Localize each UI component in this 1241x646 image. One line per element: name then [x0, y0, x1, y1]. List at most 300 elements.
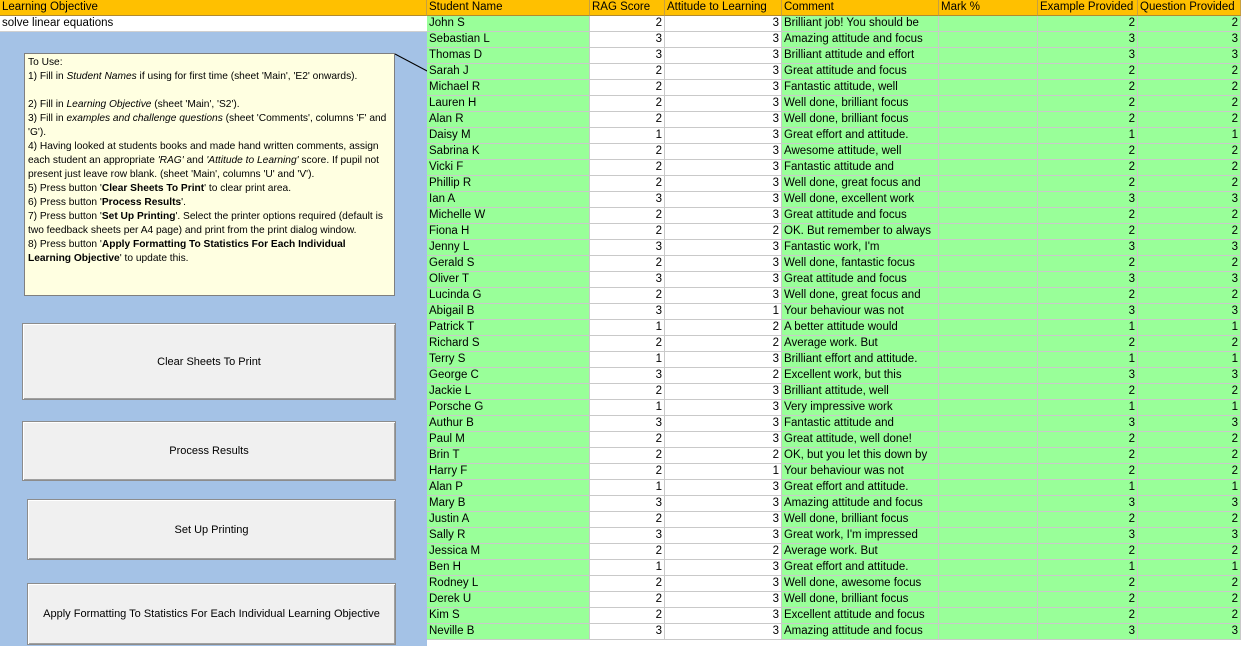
attitude-cell[interactable]: 3: [665, 32, 782, 48]
student-name-cell[interactable]: Paul M: [427, 432, 590, 448]
rag-score-cell[interactable]: 3: [590, 240, 665, 256]
table-row: [427, 256, 1241, 272]
question-provided-cell[interactable]: 2: [1138, 112, 1241, 128]
attitude-cell[interactable]: 3: [665, 16, 782, 32]
question-provided-cell[interactable]: 2: [1138, 464, 1241, 480]
student-name-cell[interactable]: Jenny L: [427, 240, 590, 256]
question-provided-cell[interactable]: 2: [1138, 80, 1241, 96]
student-name-cell[interactable]: Rodney L: [427, 576, 590, 592]
student-name-cell[interactable]: Porsche G: [427, 400, 590, 416]
rag-score-cell[interactable]: 2: [590, 544, 665, 560]
mark-cell[interactable]: [939, 576, 1038, 592]
comment-cell[interactable]: Amazing attitude and focus: [782, 624, 939, 640]
rag-score-cell[interactable]: 2: [590, 224, 665, 240]
clear-sheets-button[interactable]: Clear Sheets To Print: [22, 323, 396, 400]
question-provided-cell[interactable]: 2: [1138, 16, 1241, 32]
header-example-provided[interactable]: Example Provided: [1038, 0, 1138, 16]
table-row: [427, 592, 1241, 608]
header-attitude[interactable]: Attitude to Learning: [665, 0, 782, 16]
attitude-cell[interactable]: 3: [665, 240, 782, 256]
question-provided-cell[interactable]: 1: [1138, 480, 1241, 496]
example-provided-cell[interactable]: 2: [1038, 96, 1138, 112]
rag-score-cell[interactable]: 3: [590, 48, 665, 64]
example-provided-cell[interactable]: 3: [1038, 368, 1138, 384]
student-name-cell[interactable]: Ben H: [427, 560, 590, 576]
question-provided-cell[interactable]: 3: [1138, 416, 1241, 432]
attitude-cell[interactable]: 2: [665, 544, 782, 560]
mark-cell[interactable]: [939, 624, 1038, 640]
student-name-cell[interactable]: Lauren H: [427, 96, 590, 112]
student-name-cell[interactable]: Vicki F: [427, 160, 590, 176]
student-name-cell[interactable]: Sarah J: [427, 64, 590, 80]
example-provided-cell[interactable]: 1: [1038, 400, 1138, 416]
example-provided-cell[interactable]: 2: [1038, 208, 1138, 224]
student-name-cell[interactable]: Phillip R: [427, 176, 590, 192]
table-row: [427, 208, 1241, 224]
header-student-name[interactable]: Student Name: [427, 0, 590, 16]
instruction-step-3: 3) Fill in examples and challenge questions (sheet 'Comments', columns 'F' and 'G').: [28, 113, 387, 138]
student-name-cell[interactable]: Jackie L: [427, 384, 590, 400]
example-provided-cell[interactable]: 3: [1038, 528, 1138, 544]
instruction-step-6: 6) Press button 'Process Results'.: [28, 197, 186, 208]
student-name-cell[interactable]: Alan R: [427, 112, 590, 128]
attitude-cell[interactable]: 3: [665, 64, 782, 80]
attitude-cell[interactable]: 3: [665, 592, 782, 608]
question-provided-cell[interactable]: 2: [1138, 288, 1241, 304]
attitude-cell[interactable]: 3: [665, 432, 782, 448]
student-name-cell[interactable]: Lucinda G: [427, 288, 590, 304]
mark-cell[interactable]: [939, 304, 1038, 320]
table-row: [427, 384, 1241, 400]
mark-cell[interactable]: [939, 208, 1038, 224]
rag-score-cell[interactable]: 2: [590, 256, 665, 272]
rag-score-cell[interactable]: 2: [590, 64, 665, 80]
mark-cell[interactable]: [939, 416, 1038, 432]
example-provided-cell[interactable]: 2: [1038, 64, 1138, 80]
attitude-cell[interactable]: 3: [665, 208, 782, 224]
attitude-cell[interactable]: 3: [665, 560, 782, 576]
comment-cell[interactable]: Well done, great focus and: [782, 176, 939, 192]
rag-score-cell[interactable]: 2: [590, 592, 665, 608]
example-provided-cell[interactable]: 3: [1038, 48, 1138, 64]
mark-cell[interactable]: [939, 592, 1038, 608]
comment-cell[interactable]: Average work. But: [782, 544, 939, 560]
example-provided-cell[interactable]: 1: [1038, 320, 1138, 336]
student-name-cell[interactable]: Neville B: [427, 624, 590, 640]
mark-cell[interactable]: [939, 384, 1038, 400]
rag-score-cell[interactable]: 2: [590, 448, 665, 464]
example-provided-cell[interactable]: 3: [1038, 416, 1138, 432]
student-name-cell[interactable]: Kim S: [427, 608, 590, 624]
mark-cell[interactable]: [939, 528, 1038, 544]
rag-score-cell[interactable]: 2: [590, 336, 665, 352]
rag-score-cell[interactable]: 3: [590, 496, 665, 512]
question-provided-cell[interactable]: 2: [1138, 96, 1241, 112]
attitude-cell[interactable]: 3: [665, 256, 782, 272]
example-provided-cell[interactable]: 2: [1038, 288, 1138, 304]
comment-cell[interactable]: Excellent attitude and focus: [782, 608, 939, 624]
header-question-provided[interactable]: Question Provided: [1138, 0, 1241, 16]
rag-score-cell[interactable]: 2: [590, 112, 665, 128]
apply-formatting-button[interactable]: Apply Formatting To Statistics For Each Individual Learning Objective: [27, 583, 396, 645]
example-provided-cell[interactable]: 2: [1038, 16, 1138, 32]
comment-cell[interactable]: Average work. But: [782, 336, 939, 352]
rag-score-cell[interactable]: 2: [590, 80, 665, 96]
example-provided-cell[interactable]: 2: [1038, 384, 1138, 400]
comment-cell[interactable]: Well done, excellent work: [782, 192, 939, 208]
mark-cell[interactable]: [939, 224, 1038, 240]
attitude-cell[interactable]: 3: [665, 608, 782, 624]
rag-score-cell[interactable]: 2: [590, 432, 665, 448]
rag-score-cell[interactable]: 2: [590, 208, 665, 224]
question-provided-cell[interactable]: 3: [1138, 496, 1241, 512]
comment-cell[interactable]: Brilliant attitude and effort: [782, 48, 939, 64]
question-provided-cell[interactable]: 2: [1138, 512, 1241, 528]
example-provided-cell[interactable]: 2: [1038, 432, 1138, 448]
question-provided-cell[interactable]: 3: [1138, 272, 1241, 288]
question-provided-cell[interactable]: 3: [1138, 192, 1241, 208]
example-provided-cell[interactable]: 2: [1038, 608, 1138, 624]
rag-score-cell[interactable]: 1: [590, 400, 665, 416]
example-provided-cell[interactable]: 2: [1038, 464, 1138, 480]
mark-cell[interactable]: [939, 320, 1038, 336]
student-name-cell[interactable]: Authur B: [427, 416, 590, 432]
attitude-cell[interactable]: 2: [665, 320, 782, 336]
question-provided-cell[interactable]: 3: [1138, 368, 1241, 384]
comment-cell[interactable]: Brilliant attitude, well: [782, 384, 939, 400]
rag-score-cell[interactable]: 3: [590, 32, 665, 48]
attitude-cell[interactable]: 3: [665, 576, 782, 592]
header-comment[interactable]: Comment: [782, 0, 939, 16]
comment-cell[interactable]: Well done, great focus and: [782, 288, 939, 304]
question-provided-cell[interactable]: 2: [1138, 176, 1241, 192]
mark-cell[interactable]: [939, 464, 1038, 480]
question-provided-cell[interactable]: 2: [1138, 336, 1241, 352]
comment-cell[interactable]: Fantastic attitude and: [782, 416, 939, 432]
attitude-cell[interactable]: 1: [665, 304, 782, 320]
mark-cell[interactable]: [939, 352, 1038, 368]
example-provided-cell[interactable]: 2: [1038, 448, 1138, 464]
example-provided-cell[interactable]: 2: [1038, 576, 1138, 592]
attitude-cell[interactable]: 3: [665, 176, 782, 192]
comment-cell[interactable]: Well done, brilliant focus: [782, 592, 939, 608]
example-provided-cell[interactable]: 3: [1038, 624, 1138, 640]
mark-cell[interactable]: [939, 144, 1038, 160]
attitude-cell[interactable]: 2: [665, 368, 782, 384]
table-row: [427, 464, 1241, 480]
mark-cell[interactable]: [939, 368, 1038, 384]
student-name-cell[interactable]: Terry S: [427, 352, 590, 368]
attitude-cell[interactable]: 3: [665, 144, 782, 160]
table-row: [427, 448, 1241, 464]
student-name-cell[interactable]: Brin T: [427, 448, 590, 464]
comment-cell[interactable]: Brilliant job! You should be: [782, 16, 939, 32]
attitude-cell[interactable]: 3: [665, 272, 782, 288]
question-provided-cell[interactable]: 2: [1138, 432, 1241, 448]
student-name-cell[interactable]: Abigail B: [427, 304, 590, 320]
attitude-cell[interactable]: 3: [665, 528, 782, 544]
attitude-cell[interactable]: 3: [665, 112, 782, 128]
mark-cell[interactable]: [939, 544, 1038, 560]
rag-score-cell[interactable]: 1: [590, 128, 665, 144]
rag-score-cell[interactable]: 3: [590, 416, 665, 432]
rag-score-cell[interactable]: 3: [590, 272, 665, 288]
mark-cell[interactable]: [939, 272, 1038, 288]
attitude-cell[interactable]: 3: [665, 512, 782, 528]
student-name-cell[interactable]: Thomas D: [427, 48, 590, 64]
rag-score-cell[interactable]: 2: [590, 144, 665, 160]
attitude-cell[interactable]: 3: [665, 48, 782, 64]
student-name-cell[interactable]: Gerald S: [427, 256, 590, 272]
example-provided-cell[interactable]: 2: [1038, 256, 1138, 272]
question-provided-cell[interactable]: 1: [1138, 400, 1241, 416]
rag-score-cell[interactable]: 3: [590, 192, 665, 208]
comment-cell[interactable]: Your behaviour was not: [782, 304, 939, 320]
mark-cell[interactable]: [939, 80, 1038, 96]
student-name-cell[interactable]: Sabrina K: [427, 144, 590, 160]
comment-cell[interactable]: Fantastic attitude and: [782, 160, 939, 176]
attitude-cell[interactable]: 3: [665, 128, 782, 144]
comment-cell[interactable]: Great effort and attitude.: [782, 128, 939, 144]
question-provided-cell[interactable]: 1: [1138, 560, 1241, 576]
rag-score-cell[interactable]: 1: [590, 480, 665, 496]
mark-cell[interactable]: [939, 432, 1038, 448]
mark-cell[interactable]: [939, 512, 1038, 528]
rag-score-cell[interactable]: 2: [590, 384, 665, 400]
example-provided-cell[interactable]: 3: [1038, 240, 1138, 256]
student-name-cell[interactable]: Jessica M: [427, 544, 590, 560]
question-provided-cell[interactable]: 3: [1138, 624, 1241, 640]
mark-cell[interactable]: [939, 608, 1038, 624]
question-provided-cell[interactable]: 2: [1138, 224, 1241, 240]
student-name-cell[interactable]: Ian A: [427, 192, 590, 208]
student-name-cell[interactable]: Derek U: [427, 592, 590, 608]
example-provided-cell[interactable]: 1: [1038, 480, 1138, 496]
mark-cell[interactable]: [939, 192, 1038, 208]
question-provided-cell[interactable]: 1: [1138, 128, 1241, 144]
question-provided-cell[interactable]: 2: [1138, 256, 1241, 272]
student-name-cell[interactable]: Richard S: [427, 336, 590, 352]
comment-cell[interactable]: A better attitude would: [782, 320, 939, 336]
rag-score-cell[interactable]: 1: [590, 560, 665, 576]
mark-cell[interactable]: [939, 112, 1038, 128]
rag-score-cell[interactable]: 2: [590, 16, 665, 32]
mark-cell[interactable]: [939, 496, 1038, 512]
student-name-cell[interactable]: Mary B: [427, 496, 590, 512]
table-row: [427, 176, 1241, 192]
mark-cell[interactable]: [939, 176, 1038, 192]
attitude-cell[interactable]: 3: [665, 416, 782, 432]
comment-cell[interactable]: Great attitude and focus: [782, 64, 939, 80]
comment-cell[interactable]: Excellent work, but this: [782, 368, 939, 384]
rag-score-cell[interactable]: 2: [590, 288, 665, 304]
comment-cell[interactable]: Great attitude and focus: [782, 272, 939, 288]
comment-cell[interactable]: Your behaviour was not: [782, 464, 939, 480]
question-provided-cell[interactable]: 1: [1138, 352, 1241, 368]
instruction-step-4: 4) Having looked at students books and made hand written comments, assign each student an appropriate 'RAG' and 'Attitude to Learning' score. If pupil not present just leave row blank. (sheet 'Main', columns 'U' and 'V').: [28, 141, 380, 180]
student-name-cell[interactable]: Fiona H: [427, 224, 590, 240]
attitude-cell[interactable]: 3: [665, 400, 782, 416]
mark-cell[interactable]: [939, 336, 1038, 352]
table-row: [427, 224, 1241, 240]
mark-cell[interactable]: [939, 96, 1038, 112]
example-provided-cell[interactable]: 2: [1038, 336, 1138, 352]
attitude-cell[interactable]: 3: [665, 384, 782, 400]
question-provided-cell[interactable]: 1: [1138, 320, 1241, 336]
comment-cell[interactable]: Well done, brilliant focus: [782, 512, 939, 528]
comment-cell[interactable]: OK. But remember to always: [782, 224, 939, 240]
table-row: [427, 192, 1241, 208]
process-results-button[interactable]: Process Results: [22, 421, 396, 481]
set-up-printing-button[interactable]: Set Up Printing: [27, 499, 396, 560]
comment-cell[interactable]: Great attitude and focus: [782, 208, 939, 224]
rag-score-cell[interactable]: 1: [590, 320, 665, 336]
mark-cell[interactable]: [939, 16, 1038, 32]
header-learning-objective[interactable]: Learning Objective: [0, 0, 427, 16]
example-provided-cell[interactable]: 1: [1038, 128, 1138, 144]
student-name-cell[interactable]: Michelle W: [427, 208, 590, 224]
attitude-cell[interactable]: 3: [665, 96, 782, 112]
rag-score-cell[interactable]: 2: [590, 512, 665, 528]
mark-cell[interactable]: [939, 32, 1038, 48]
attitude-cell[interactable]: 2: [665, 448, 782, 464]
example-provided-cell[interactable]: 1: [1038, 352, 1138, 368]
question-provided-cell[interactable]: 3: [1138, 240, 1241, 256]
student-name-cell[interactable]: Harry F: [427, 464, 590, 480]
student-name-cell[interactable]: Michael R: [427, 80, 590, 96]
example-provided-cell[interactable]: 2: [1038, 592, 1138, 608]
comment-cell[interactable]: Great work, I'm impressed: [782, 528, 939, 544]
comment-cell[interactable]: Great attitude, well done!: [782, 432, 939, 448]
example-provided-cell[interactable]: 3: [1038, 272, 1138, 288]
attitude-cell[interactable]: 1: [665, 464, 782, 480]
comment-cell[interactable]: Great effort and attitude.: [782, 480, 939, 496]
question-provided-cell[interactable]: 2: [1138, 384, 1241, 400]
example-provided-cell[interactable]: 2: [1038, 160, 1138, 176]
learning-objective-cell[interactable]: solve linear equations: [0, 16, 427, 32]
example-provided-cell[interactable]: 3: [1038, 304, 1138, 320]
comment-cell[interactable]: Brilliant effort and attitude.: [782, 352, 939, 368]
mark-cell[interactable]: [939, 48, 1038, 64]
mark-cell[interactable]: [939, 448, 1038, 464]
rag-score-cell[interactable]: 2: [590, 464, 665, 480]
mark-cell[interactable]: [939, 480, 1038, 496]
attitude-cell[interactable]: 3: [665, 80, 782, 96]
example-provided-cell[interactable]: 2: [1038, 80, 1138, 96]
comment-cell[interactable]: Amazing attitude and focus: [782, 32, 939, 48]
comment-cell[interactable]: Amazing attitude and focus: [782, 496, 939, 512]
comment-cell[interactable]: Well done, brilliant focus: [782, 112, 939, 128]
header-mark[interactable]: Mark %: [939, 0, 1038, 16]
example-provided-cell[interactable]: 2: [1038, 224, 1138, 240]
example-provided-cell[interactable]: 3: [1038, 496, 1138, 512]
table-row: [427, 528, 1241, 544]
example-provided-cell[interactable]: 3: [1038, 32, 1138, 48]
rag-score-cell[interactable]: 2: [590, 160, 665, 176]
question-provided-cell[interactable]: 2: [1138, 144, 1241, 160]
attitude-cell[interactable]: 3: [665, 624, 782, 640]
student-name-cell[interactable]: John S: [427, 16, 590, 32]
attitude-cell[interactable]: 3: [665, 352, 782, 368]
question-provided-cell[interactable]: 2: [1138, 608, 1241, 624]
attitude-cell[interactable]: 2: [665, 336, 782, 352]
comment-cell[interactable]: Well done, awesome focus: [782, 576, 939, 592]
attitude-cell[interactable]: 3: [665, 496, 782, 512]
student-name-cell[interactable]: Sally R: [427, 528, 590, 544]
rag-score-cell[interactable]: 2: [590, 96, 665, 112]
mark-cell[interactable]: [939, 160, 1038, 176]
rag-score-cell[interactable]: 1: [590, 352, 665, 368]
mark-cell[interactable]: [939, 560, 1038, 576]
example-provided-cell[interactable]: 2: [1038, 176, 1138, 192]
comment-cell[interactable]: Fantastic attitude, well: [782, 80, 939, 96]
attitude-cell[interactable]: 3: [665, 160, 782, 176]
question-provided-cell[interactable]: 2: [1138, 208, 1241, 224]
attitude-cell[interactable]: 3: [665, 480, 782, 496]
instruction-step-5: 5) Press button 'Clear Sheets To Print' to clear print area.: [28, 183, 292, 194]
question-provided-cell[interactable]: 2: [1138, 160, 1241, 176]
example-provided-cell[interactable]: 2: [1038, 544, 1138, 560]
student-name-cell[interactable]: Alan P: [427, 480, 590, 496]
example-provided-cell[interactable]: 2: [1038, 112, 1138, 128]
student-name-cell[interactable]: Oliver T: [427, 272, 590, 288]
comment-cell[interactable]: Great effort and attitude.: [782, 560, 939, 576]
example-provided-cell[interactable]: 2: [1038, 512, 1138, 528]
question-provided-cell[interactable]: 2: [1138, 592, 1241, 608]
header-rag-score[interactable]: RAG Score: [590, 0, 665, 16]
question-provided-cell[interactable]: 2: [1138, 576, 1241, 592]
mark-cell[interactable]: [939, 128, 1038, 144]
student-name-cell[interactable]: Sebastian L: [427, 32, 590, 48]
student-name-cell[interactable]: George C: [427, 368, 590, 384]
comment-cell[interactable]: Fantastic work, I'm: [782, 240, 939, 256]
question-provided-cell[interactable]: 3: [1138, 48, 1241, 64]
example-provided-cell[interactable]: 3: [1038, 192, 1138, 208]
attitude-cell[interactable]: 2: [665, 224, 782, 240]
comment-cell[interactable]: Well done, fantastic focus: [782, 256, 939, 272]
mark-cell[interactable]: [939, 288, 1038, 304]
student-name-cell[interactable]: Patrick T: [427, 320, 590, 336]
rag-score-cell[interactable]: 3: [590, 528, 665, 544]
student-name-cell[interactable]: Justin A: [427, 512, 590, 528]
question-provided-cell[interactable]: 2: [1138, 448, 1241, 464]
attitude-cell[interactable]: 3: [665, 192, 782, 208]
question-provided-cell[interactable]: 2: [1138, 544, 1241, 560]
example-provided-cell[interactable]: 1: [1038, 560, 1138, 576]
question-provided-cell[interactable]: 2: [1138, 64, 1241, 80]
rag-score-cell[interactable]: 2: [590, 576, 665, 592]
mark-cell[interactable]: [939, 256, 1038, 272]
comment-cell[interactable]: Very impressive work: [782, 400, 939, 416]
rag-score-cell[interactable]: 2: [590, 608, 665, 624]
mark-cell[interactable]: [939, 64, 1038, 80]
comment-cell[interactable]: OK, but you let this down by: [782, 448, 939, 464]
comment-cell[interactable]: Well done, brilliant focus: [782, 96, 939, 112]
rag-score-cell[interactable]: 2: [590, 176, 665, 192]
example-provided-cell[interactable]: 2: [1038, 144, 1138, 160]
question-provided-cell[interactable]: 3: [1138, 528, 1241, 544]
question-provided-cell[interactable]: 3: [1138, 304, 1241, 320]
attitude-cell[interactable]: 3: [665, 288, 782, 304]
rag-score-cell[interactable]: 3: [590, 304, 665, 320]
comment-cell[interactable]: Awesome attitude, well: [782, 144, 939, 160]
mark-cell[interactable]: [939, 400, 1038, 416]
rag-score-cell[interactable]: 3: [590, 368, 665, 384]
student-name-cell[interactable]: Daisy M: [427, 128, 590, 144]
question-provided-cell[interactable]: 3: [1138, 32, 1241, 48]
rag-score-cell[interactable]: 3: [590, 624, 665, 640]
mark-cell[interactable]: [939, 240, 1038, 256]
